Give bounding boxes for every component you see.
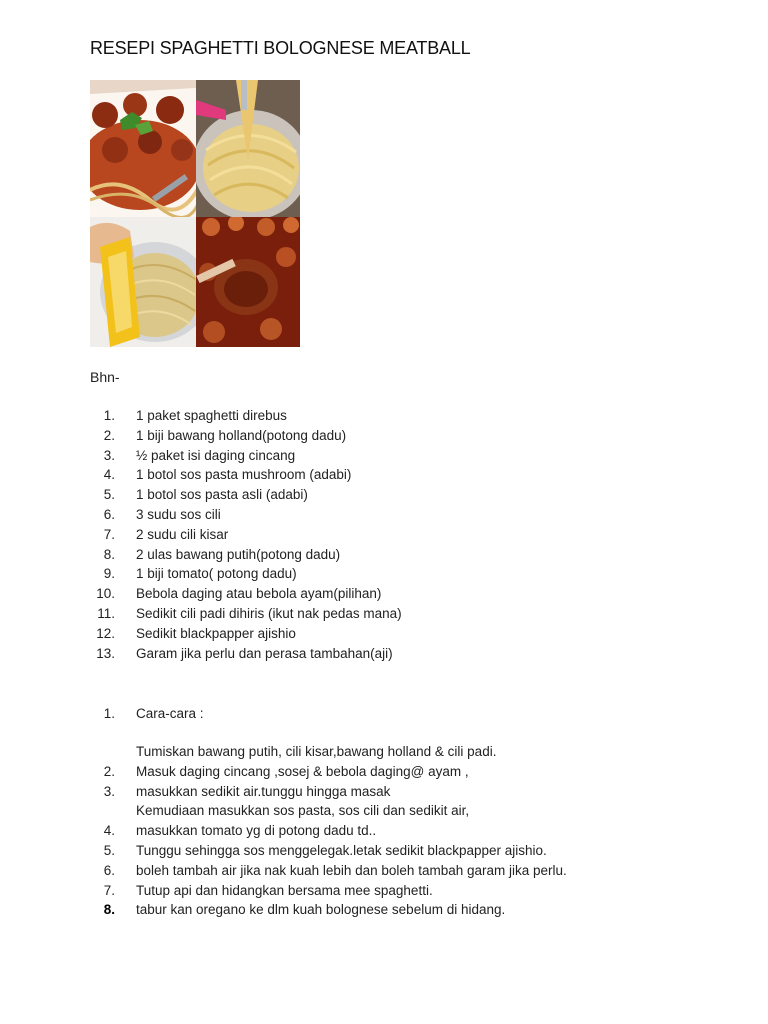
document-title: RESEPI SPAGHETTI BOLOGNESE MEATBALL — [90, 38, 471, 58]
method-label: Cara-cara : — [136, 706, 204, 721]
ingredients-heading: Bhn- — [90, 369, 120, 385]
spaghetti-meatballs-photo — [90, 80, 196, 217]
method-number: 1. — [103, 706, 115, 721]
method-heading — [90, 704, 690, 724]
spaghetti-oil-pour-photo — [90, 217, 196, 347]
spaghetti-tongs-photo — [196, 80, 300, 217]
recipe-photo-collage — [90, 80, 300, 347]
meatball-sauce-photo — [196, 217, 300, 347]
